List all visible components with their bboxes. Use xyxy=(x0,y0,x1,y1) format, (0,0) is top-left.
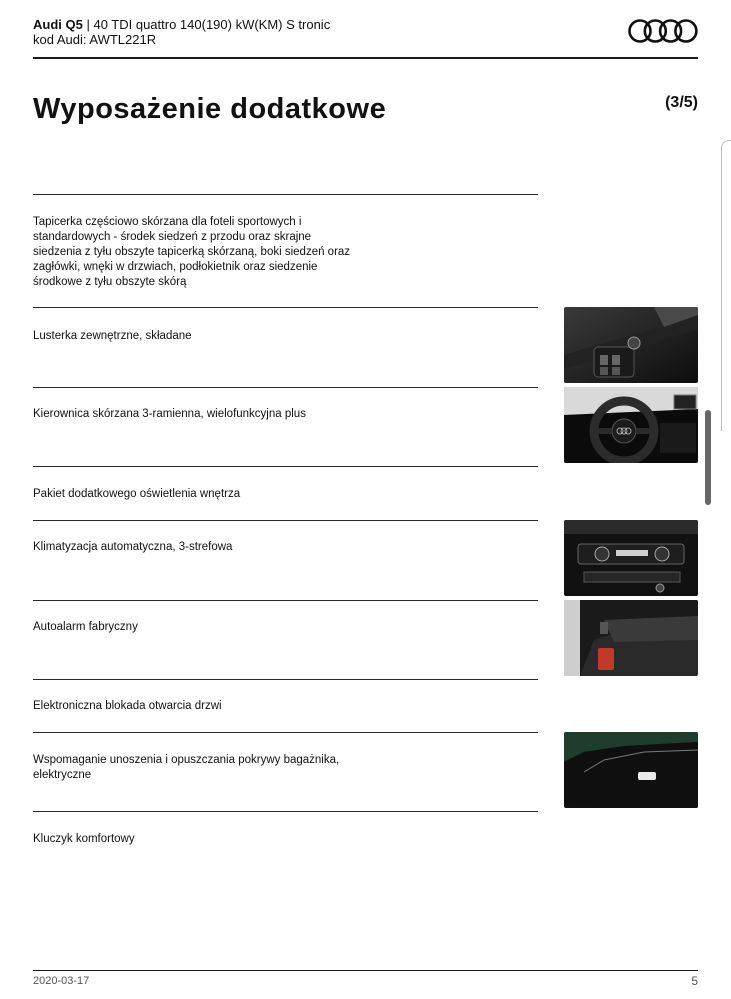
equipment-item-climate: Klimatyzacja automatyczna, 3-strefowa xyxy=(33,541,233,553)
item-divider xyxy=(33,600,538,601)
equipment-item-steering-wheel: Kierownica skórzana 3-ramienna, wielofunkcyjna plus xyxy=(33,408,306,420)
footer-date: 2020-03-17 xyxy=(33,975,90,987)
footer-divider xyxy=(33,970,698,971)
item-divider xyxy=(33,466,538,467)
steering-wheel-cockpit-image xyxy=(564,387,698,463)
item-divider xyxy=(33,194,538,195)
header-divider xyxy=(33,57,698,59)
equipment-item-upholstery: Tapicerka częściowo skórzana dla foteli sportowych i standardowych - środek siedzeń z przodu oraz skrajne siedzenia z tyłu obszyte tapicerką skórzaną, boki siedzeń oraz zagłówki, wnęki w drzwiach, podłokietnik oraz siedzenie środkowe z tyłu obszyte skórą xyxy=(33,216,351,288)
item-divider xyxy=(33,679,538,680)
door-panel-mirror-switch-image xyxy=(564,307,698,383)
equipment-item-comfort-key: Kluczyk komfortowy xyxy=(33,833,135,845)
scroll-track xyxy=(721,140,731,431)
header-model-detail: | 40 TDI quattro 140(190) kW(KM) S tronic xyxy=(86,17,331,32)
equipment-item-mirrors: Lusterka zewnętrzne, składane xyxy=(33,330,192,342)
header-model-line xyxy=(33,17,330,32)
header-code-line: kod Audi: AWTL221R xyxy=(33,32,157,47)
item-divider xyxy=(33,520,538,521)
page-counter: (3/5) xyxy=(665,94,698,111)
tailgate-button-image xyxy=(564,732,698,808)
equipment-item-tailgate: Wspomaganie unoszenia i opuszczania pokrywy bagażnika, elektryczne xyxy=(33,754,340,781)
audi-rings-logo-icon xyxy=(627,18,699,44)
header-brand: Audi Q5 xyxy=(33,17,83,32)
equipment-item-alarm: Autoalarm fabryczny xyxy=(33,621,138,633)
scrollbar-thumb[interactable] xyxy=(705,410,711,505)
climate-control-panel-image xyxy=(564,520,698,596)
item-divider xyxy=(33,387,538,388)
door-alarm-sensor-image xyxy=(564,600,698,676)
item-divider xyxy=(33,811,538,812)
item-divider xyxy=(33,732,538,733)
footer-page-number: 5 xyxy=(691,974,698,988)
page-title: Wyposażenie dodatkowe xyxy=(33,93,387,125)
item-divider xyxy=(33,307,538,308)
equipment-item-interior-lighting: Pakiet dodatkowego oświetlenia wnętrza xyxy=(33,488,241,500)
equipment-item-door-lock: Elektroniczna blokada otwarcia drzwi xyxy=(33,700,222,712)
